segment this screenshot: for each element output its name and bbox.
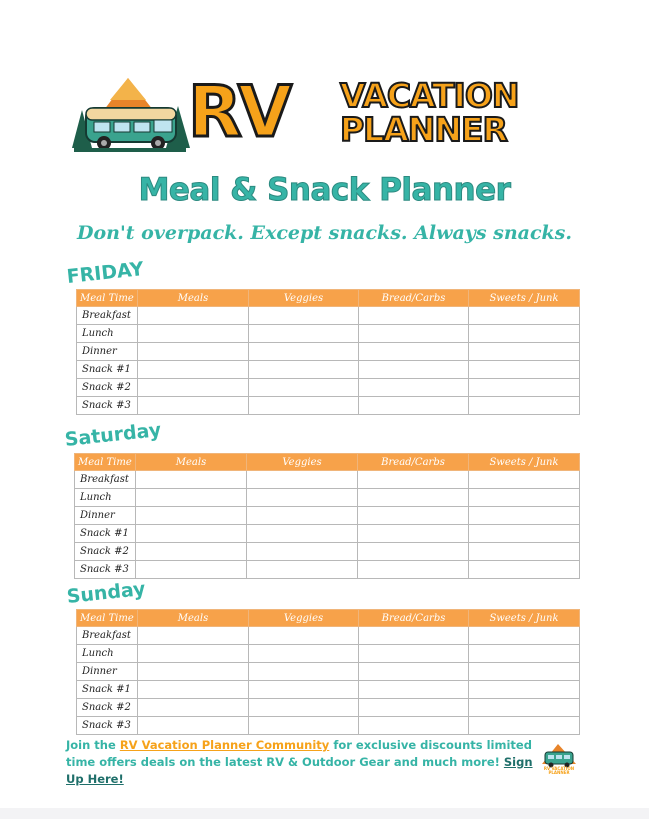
table-cell[interactable]	[138, 361, 249, 379]
mini-logo	[538, 740, 580, 774]
row-label: Snack #2	[77, 699, 138, 717]
table-row	[75, 507, 580, 525]
table-cell[interactable]	[138, 307, 249, 325]
table-cell[interactable]	[469, 525, 580, 543]
table-cell[interactable]	[469, 561, 580, 579]
col-header-meal-time: Meal Time	[75, 454, 136, 471]
table-cell[interactable]	[249, 325, 359, 343]
table-row	[75, 561, 580, 579]
table-cell[interactable]	[249, 663, 359, 681]
row-label: Snack #2	[75, 543, 136, 561]
table-cell[interactable]	[249, 361, 359, 379]
table-cell[interactable]	[358, 489, 469, 507]
table-cell[interactable]	[136, 561, 247, 579]
table-cell[interactable]	[249, 379, 359, 397]
row-label: Snack #3	[77, 717, 138, 735]
table-cell[interactable]	[249, 699, 359, 717]
table-cell[interactable]	[249, 717, 359, 735]
table-cell[interactable]	[247, 525, 358, 543]
table-cell[interactable]	[138, 343, 249, 361]
table-cell[interactable]	[469, 663, 580, 681]
table-cell[interactable]	[359, 361, 469, 379]
col-header-meals: Meals	[136, 454, 247, 471]
mini-logo-line2: PLANNER	[548, 770, 570, 774]
table-cell[interactable]	[136, 471, 247, 489]
table-cell[interactable]	[469, 507, 580, 525]
mini-logo-line1: RV VACATION	[543, 766, 575, 771]
table-cell[interactable]	[358, 471, 469, 489]
table-cell[interactable]	[138, 645, 249, 663]
page-title: Meal & Snack Planner	[138, 172, 511, 208]
table-cell[interactable]	[358, 543, 469, 561]
table-cell[interactable]	[359, 397, 469, 415]
table-row	[77, 663, 580, 681]
table-row	[77, 699, 580, 717]
table-cell[interactable]	[469, 361, 580, 379]
table-cell[interactable]	[138, 379, 249, 397]
col-header-sweets-junk: Sweets / Junk	[469, 610, 580, 627]
table-cell[interactable]	[138, 681, 249, 699]
table-cell[interactable]	[359, 717, 469, 735]
row-label: Snack #3	[75, 561, 136, 579]
table-cell[interactable]	[469, 717, 580, 735]
logo-rv-text: RV	[188, 71, 289, 153]
day-heading-sunday: Sunday	[65, 577, 147, 608]
meal-table-saturday	[74, 453, 580, 579]
tagline: Don't overpack. Except snacks. Always snacks.	[76, 222, 572, 244]
table-cell[interactable]	[469, 627, 580, 645]
table-cell[interactable]	[359, 663, 469, 681]
table-cell[interactable]	[358, 561, 469, 579]
footer-promo	[66, 737, 536, 788]
row-label: Snack #1	[77, 361, 138, 379]
mini-van-logo-icon	[538, 740, 580, 774]
table-cell[interactable]	[358, 507, 469, 525]
row-label: Lunch	[77, 645, 138, 663]
table-row	[77, 379, 580, 397]
col-header-bread-carbs: Bread/Carbs	[358, 454, 469, 471]
table-cell[interactable]	[359, 645, 469, 663]
row-label: Breakfast	[75, 471, 136, 489]
table-header-row	[77, 610, 580, 627]
row-label: Snack #2	[77, 379, 138, 397]
table-cell[interactable]	[469, 379, 580, 397]
table-row	[77, 681, 580, 699]
table-cell[interactable]	[359, 379, 469, 397]
col-header-sweets-junk: Sweets / Junk	[469, 454, 580, 471]
table-row	[75, 543, 580, 561]
table-cell[interactable]	[138, 663, 249, 681]
row-label: Breakfast	[77, 307, 138, 325]
table-cell[interactable]	[247, 489, 358, 507]
table-cell[interactable]	[136, 507, 247, 525]
row-label: Breakfast	[77, 627, 138, 645]
rv-vacation-planner-logo	[70, 70, 580, 154]
table-cell[interactable]	[249, 343, 359, 361]
table-row	[75, 489, 580, 507]
table-cell[interactable]	[247, 561, 358, 579]
col-header-sweets-junk: Sweets / Junk	[469, 290, 580, 307]
sign-up-link[interactable]: Sign Up Here!	[66, 755, 533, 786]
table-cell[interactable]	[469, 645, 580, 663]
col-header-meal-time: Meal Time	[77, 290, 138, 307]
footer-text-pre: Join the	[66, 738, 120, 752]
table-cell[interactable]	[136, 543, 247, 561]
table-cell[interactable]	[136, 489, 247, 507]
table-cell[interactable]	[247, 543, 358, 561]
meal-table-sunday	[76, 609, 580, 735]
col-header-meals: Meals	[138, 610, 249, 627]
col-header-bread-carbs: Bread/Carbs	[359, 610, 469, 627]
meal-table-friday	[76, 289, 580, 415]
table-cell[interactable]	[247, 507, 358, 525]
table-row	[77, 343, 580, 361]
row-label: Lunch	[75, 489, 136, 507]
col-header-bread-carbs: Bread/Carbs	[359, 290, 469, 307]
table-cell[interactable]	[359, 307, 469, 325]
table-cell[interactable]	[359, 627, 469, 645]
table-cell[interactable]	[249, 397, 359, 415]
van-logo-icon	[70, 70, 190, 154]
table-cell[interactable]	[138, 699, 249, 717]
table-row	[77, 645, 580, 663]
table-row	[77, 325, 580, 343]
footer-text-mid: for exclusive discounts limited time offers deals on the latest RV & Outdoor Gear and much more!	[66, 738, 532, 769]
table-cell[interactable]	[138, 717, 249, 735]
table-cell[interactable]	[359, 343, 469, 361]
table-cell[interactable]	[469, 699, 580, 717]
col-header-veggies: Veggies	[247, 454, 358, 471]
row-label: Dinner	[75, 507, 136, 525]
table-cell[interactable]	[469, 343, 580, 361]
row-label: Lunch	[77, 325, 138, 343]
table-cell[interactable]	[469, 397, 580, 415]
table-row	[77, 627, 580, 645]
table-cell[interactable]	[469, 307, 580, 325]
table-cell[interactable]	[358, 525, 469, 543]
table-cell[interactable]	[247, 471, 358, 489]
table-cell[interactable]	[469, 471, 580, 489]
table-cell[interactable]	[359, 681, 469, 699]
table-row	[77, 361, 580, 379]
table-row	[75, 525, 580, 543]
col-header-veggies: Veggies	[249, 290, 359, 307]
table-cell[interactable]	[359, 699, 469, 717]
row-label: Dinner	[77, 343, 138, 361]
table-cell[interactable]	[469, 681, 580, 699]
row-label: Snack #1	[77, 681, 138, 699]
table-cell[interactable]	[469, 543, 580, 561]
table-row	[77, 717, 580, 735]
table-cell[interactable]	[249, 307, 359, 325]
col-header-meal-time: Meal Time	[77, 610, 138, 627]
table-row	[75, 471, 580, 489]
table-cell[interactable]	[359, 325, 469, 343]
row-label: Dinner	[77, 663, 138, 681]
table-row	[77, 397, 580, 415]
table-cell[interactable]	[249, 627, 359, 645]
table-header-row	[77, 290, 580, 307]
table-cell[interactable]	[249, 681, 359, 699]
row-label: Snack #3	[77, 397, 138, 415]
community-link[interactable]: RV Vacation Planner Community	[119, 738, 330, 752]
row-label: Snack #1	[75, 525, 136, 543]
table-header-row	[75, 454, 580, 471]
day-heading-friday: FRIDAY	[65, 258, 145, 288]
table-cell[interactable]	[136, 525, 247, 543]
logo-vacation-text: VACATION	[340, 76, 519, 115]
table-cell[interactable]	[469, 325, 580, 343]
table-cell[interactable]	[138, 627, 249, 645]
logo-planner-text: PLANNER	[340, 110, 507, 149]
day-heading-saturday: Saturday	[63, 419, 163, 451]
table-cell[interactable]	[469, 489, 580, 507]
table-cell[interactable]	[138, 325, 249, 343]
table-row	[77, 307, 580, 325]
table-cell[interactable]	[249, 645, 359, 663]
col-header-meals: Meals	[138, 290, 249, 307]
col-header-veggies: Veggies	[249, 610, 359, 627]
table-cell[interactable]	[138, 397, 249, 415]
